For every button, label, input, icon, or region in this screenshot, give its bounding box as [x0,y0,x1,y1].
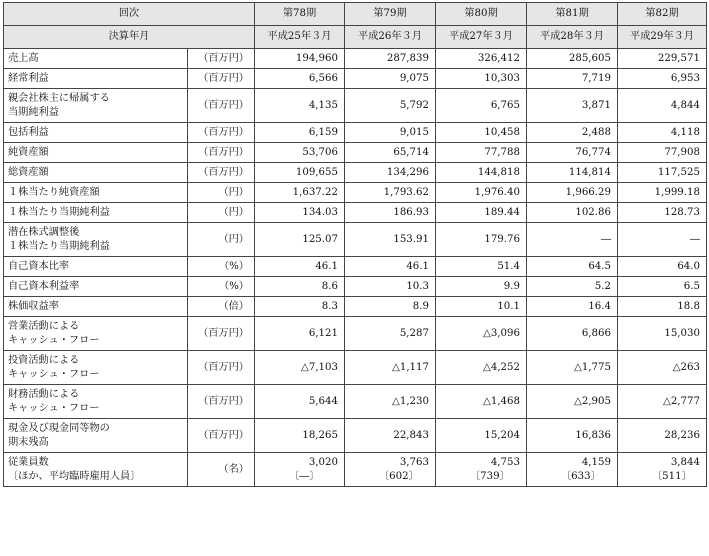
value-cell: 6,866 [527,317,618,351]
unit-label: （百万円） [188,49,255,69]
value-cell: 6,765 [436,89,527,123]
row-label-line: 期末残高 [8,436,49,448]
row-label-line: 営業活動による [8,320,80,332]
table-row [4,143,707,163]
unit-label: （百万円） [188,123,255,143]
value-cell: 144,818 [436,163,527,183]
row-label-line: 財務活動による [8,388,80,400]
value-cell: △1,117 [345,351,436,385]
value-cell: △3,096 [436,317,527,351]
value-cell: 9.9 [436,277,527,297]
value-cell: 1,976.40 [436,183,527,203]
row-label [4,317,188,351]
unit-label: （円） [188,223,255,257]
value-cell: 6,566 [255,69,345,89]
value-cell: 1,793.62 [345,183,436,203]
value-cell: 1,966.29 [527,183,618,203]
value-cell: 134,296 [345,163,436,183]
date-header: 平成25年３月 [255,26,345,49]
value-cell: 18,265 [255,419,345,453]
unit-label: （百万円） [188,163,255,183]
value-cell: 15,030 [618,317,707,351]
value-cell: 10.3 [345,277,436,297]
value-cell: 46.1 [345,257,436,277]
table-row [4,69,707,89]
row-label [4,453,188,487]
table-row [4,297,707,317]
unit-label: （百万円） [188,317,255,351]
table-row [4,385,707,419]
value-cell: 10,458 [436,123,527,143]
value-cell: △1,775 [527,351,618,385]
period-header: 第79期 [345,3,436,26]
row-label-line: 親会社株主に帰属する [8,92,110,104]
unit-label: （%） [188,277,255,297]
value-cell: 2,488 [527,123,618,143]
value-cell: 77,788 [436,143,527,163]
value-cell: 15,204 [436,419,527,453]
value-cell: 326,412 [436,49,527,69]
value-cell: 134.03 [255,203,345,223]
row-label-line: 株価収益率 [8,300,59,312]
row-label-line: 経常利益 [8,72,49,84]
value-cell: 6,953 [618,69,707,89]
value-cell: 7,719 [527,69,618,89]
date-header: 平成27年３月 [436,26,527,49]
unit-label: （百万円） [188,89,255,123]
value-cell: 4,118 [618,123,707,143]
row-label-line: 潜在株式調整後 [8,226,80,238]
table-row [4,257,707,277]
temp-employee-count: 〔602〕 [379,470,419,482]
row-label-line: 自己資本比率 [8,260,70,272]
employee-count: 3,020 [308,456,338,468]
header-row-date [4,26,707,49]
value-cell: 114,814 [527,163,618,183]
row-label-line: １株当たり純資産額 [8,186,100,198]
value-cell: 16,836 [527,419,618,453]
temp-employee-count: 〔739〕 [470,470,510,482]
value-cell: 53,706 [255,143,345,163]
employee-count: 3,763 [399,456,429,468]
row-label [4,143,188,163]
value-cell: △263 [618,351,707,385]
row-label [4,297,188,317]
value-cell: 28,236 [618,419,707,453]
table-row [4,123,707,143]
period-header: 第78期 [255,3,345,26]
row-label [4,203,188,223]
row-label [4,257,188,277]
row-label-line: 現金及び現金同等物の [8,422,110,434]
value-cell: 186.93 [345,203,436,223]
value-cell: 109,655 [255,163,345,183]
temp-employee-count: 〔―〕 [289,470,320,482]
value-cell: 10,303 [436,69,527,89]
value-cell: △2,905 [527,385,618,419]
value-cell: 64.5 [527,257,618,277]
row-label [4,223,188,257]
value-cell: 8.3 [255,297,345,317]
value-cell: 5,287 [345,317,436,351]
period-header: 第81期 [527,3,618,26]
unit-label: （百万円） [188,385,255,419]
row-label-line: 純資産額 [8,146,49,158]
table-row [4,317,707,351]
date-header: 平成29年３月 [618,26,707,49]
table-row [4,277,707,297]
unit-label: （名） [188,453,255,487]
table-row [4,163,707,183]
unit-label: （円） [188,203,255,223]
row-label-line: 投資活動による [8,354,80,366]
row-label-line: 自己資本利益率 [8,280,80,292]
employee-count: 3,844 [670,456,700,468]
value-cell: △1,468 [436,385,527,419]
value-cell: 6.5 [618,277,707,297]
table-row [4,203,707,223]
value-cell: 102.86 [527,203,618,223]
unit-label: （倍） [188,297,255,317]
row-label-line: 〔ほか、平均臨時雇用人員〕 [8,470,141,482]
unit-label: （円） [188,183,255,203]
value-cell [618,453,707,487]
row-label [4,163,188,183]
table-row [4,89,707,123]
value-cell: 5,792 [345,89,436,123]
row-label [4,277,188,297]
table-row [4,49,707,69]
row-label [4,351,188,385]
table-row [4,419,707,453]
value-cell: △2,777 [618,385,707,419]
row-label-line: キャッシュ・フロー [8,334,100,346]
row-label [4,419,188,453]
value-cell: 1,637.22 [255,183,345,203]
value-cell: 10.1 [436,297,527,317]
row-label [4,183,188,203]
value-cell: 8.6 [255,277,345,297]
value-cell: 117,525 [618,163,707,183]
row-label-line: キャッシュ・フロー [8,368,100,380]
value-cell: 5,644 [255,385,345,419]
period-header: 第82期 [618,3,707,26]
value-cell: ― [527,223,618,257]
value-cell: 4,135 [255,89,345,123]
value-cell: 6,121 [255,317,345,351]
row-label [4,69,188,89]
value-cell: 8.9 [345,297,436,317]
unit-label: （%） [188,257,255,277]
value-cell: 153.91 [345,223,436,257]
row-label [4,89,188,123]
value-cell [527,453,618,487]
value-cell: 46.1 [255,257,345,277]
row-label-line: １株当たり当期純利益 [8,206,110,218]
value-cell: 22,843 [345,419,436,453]
temp-employee-count: 〔633〕 [561,470,601,482]
value-cell [255,453,345,487]
value-cell: △7,103 [255,351,345,385]
row-label-line: 当期純利益 [8,106,59,118]
value-cell: 51.4 [436,257,527,277]
date-header: 平成26年３月 [345,26,436,49]
header-row-period [4,3,707,26]
value-cell: 64.0 [618,257,707,277]
value-cell: △1,230 [345,385,436,419]
table-row-employees [4,453,707,487]
financial-summary-table [3,2,707,487]
unit-label: （百万円） [188,351,255,385]
value-cell [436,453,527,487]
value-cell: 77,908 [618,143,707,163]
unit-label: （百万円） [188,419,255,453]
value-cell: 287,839 [345,49,436,69]
header-label: 決算年月 [4,26,255,49]
row-label-line: 総資産額 [8,166,49,178]
value-cell: △4,252 [436,351,527,385]
value-cell: 4,844 [618,89,707,123]
value-cell: 285,605 [527,49,618,69]
table-row [4,183,707,203]
row-label-line: 売上高 [8,52,39,64]
value-cell: 125.07 [255,223,345,257]
value-cell: 9,015 [345,123,436,143]
value-cell: 1,999.18 [618,183,707,203]
row-label [4,49,188,69]
value-cell: 18.8 [618,297,707,317]
value-cell: 16.4 [527,297,618,317]
value-cell: 76,774 [527,143,618,163]
employee-count: 4,753 [490,456,520,468]
table-row [4,351,707,385]
row-label [4,385,188,419]
header-label: 回次 [4,3,255,26]
value-cell: 5.2 [527,277,618,297]
value-cell: 9,075 [345,69,436,89]
table-row [4,223,707,257]
value-cell: 229,571 [618,49,707,69]
value-cell: 3,871 [527,89,618,123]
employee-count: 4,159 [581,456,611,468]
value-cell: 179.76 [436,223,527,257]
value-cell: 194,960 [255,49,345,69]
value-cell: 189.44 [436,203,527,223]
row-label-line: １株当たり当期純利益 [8,240,110,252]
row-label-line: キャッシュ・フロー [8,402,100,414]
value-cell: 65,714 [345,143,436,163]
value-cell: 128.73 [618,203,707,223]
unit-label: （百万円） [188,69,255,89]
temp-employee-count: 〔511〕 [652,470,692,482]
value-cell: 6,159 [255,123,345,143]
period-header: 第80期 [436,3,527,26]
value-cell [345,453,436,487]
value-cell: ― [618,223,707,257]
unit-label: （百万円） [188,143,255,163]
row-label [4,123,188,143]
row-label-line: 従業員数 [8,456,49,468]
date-header: 平成28年３月 [527,26,618,49]
row-label-line: 包括利益 [8,126,49,138]
